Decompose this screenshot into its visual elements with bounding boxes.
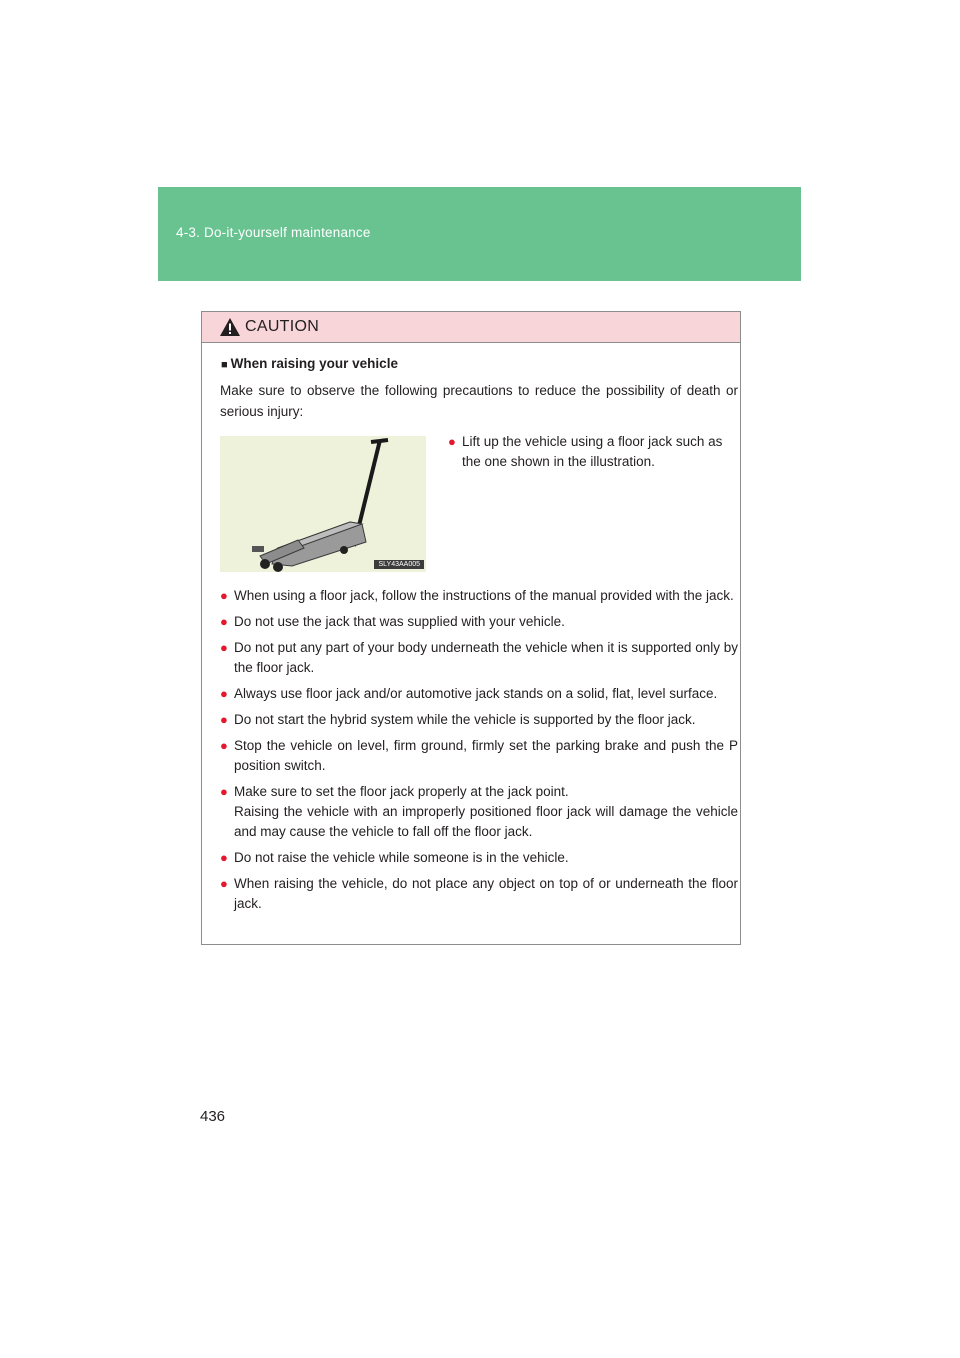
bullet-icon: ● xyxy=(220,876,228,891)
caution-bullet-list xyxy=(220,586,738,920)
bullet-icon: ● xyxy=(220,588,228,603)
section-title: 4-3. Do-it-yourself maintenance xyxy=(176,225,371,240)
section-header-band xyxy=(158,187,801,281)
illustration-code: SLY43AA005 xyxy=(374,560,424,569)
side-bullet xyxy=(448,432,738,472)
list-item: ● When using a floor jack, follow the instructions of the manual provided with the jack. xyxy=(220,586,738,606)
caution-box xyxy=(201,311,741,945)
caution-heading-text: When raising your vehicle xyxy=(230,356,398,371)
caution-title: CAUTION xyxy=(245,318,320,335)
list-item: ● Always use floor jack and/or automotive jack stands on a solid, flat, level surface. xyxy=(220,684,738,704)
bullet-icon: ● xyxy=(220,712,228,727)
warning-triangle-icon xyxy=(219,317,241,337)
list-item: ● When raising the vehicle, do not place any object on top of or underneath the floor jack. xyxy=(220,876,738,911)
list-item: ● Stop the vehicle on level, firm ground, firmly set the parking brake and push the P position switch. xyxy=(220,738,738,773)
side-bullet-text: Lift up the vehicle using a floor jack such as the one shown in the illustration. xyxy=(462,434,723,469)
bullet-icon: ● xyxy=(448,434,456,449)
floor-jack-illustration xyxy=(220,436,426,572)
list-item: ● Do not put any part of your body underneath the vehicle when it is supported only by the floor jack. xyxy=(220,640,738,675)
page-number: 436 xyxy=(200,1108,226,1125)
caution-heading xyxy=(221,356,398,371)
bullet-icon: ● xyxy=(220,738,228,753)
list-item: ● Make sure to set the floor jack properly at the jack point. Raising the vehicle with an improperly positioned floor jack will damage the vehicle and may cause the vehicle to fall off the floor jack. xyxy=(220,784,738,839)
bullet-icon: ● xyxy=(220,784,228,799)
heading-marker: ■ xyxy=(221,359,228,371)
floor-jack-drawing xyxy=(220,436,426,572)
list-item: ● Do not raise the vehicle while someone is in the vehicle. xyxy=(220,848,738,868)
list-item: ● Do not use the jack that was supplied with your vehicle. xyxy=(220,612,738,632)
caution-intro: Make sure to observe the following precautions to reduce the possibility of death or serious injury: xyxy=(220,383,738,419)
bullet-icon: ● xyxy=(220,850,228,865)
list-item: ● Do not start the hybrid system while the vehicle is supported by the floor jack. xyxy=(220,710,738,730)
bullet-icon: ● xyxy=(220,614,228,629)
bullet-icon: ● xyxy=(220,686,228,701)
bullet-icon: ● xyxy=(220,640,228,655)
caution-header xyxy=(202,312,740,343)
